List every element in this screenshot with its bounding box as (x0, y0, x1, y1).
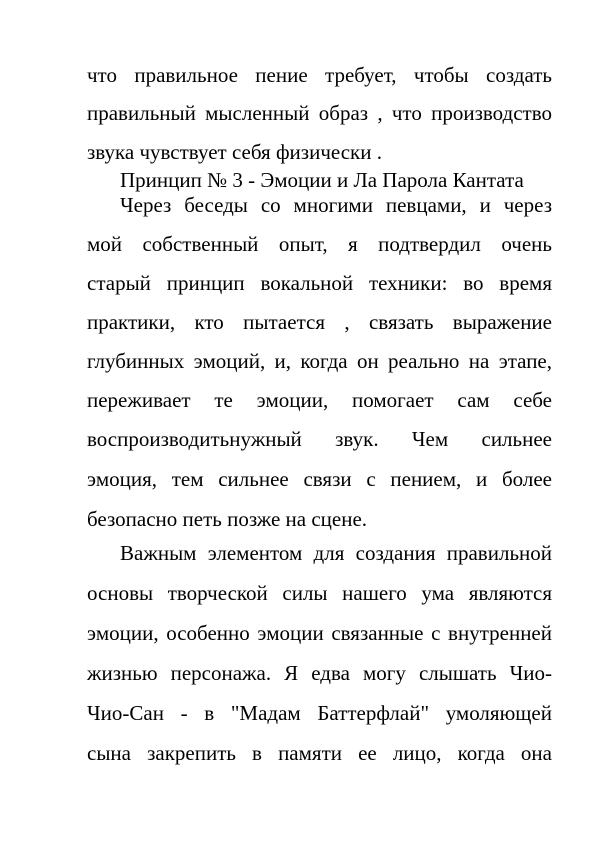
text-line: безопасно петь позже на сцене. (87, 507, 368, 531)
text-line: практики, кто пытается , связать выражение (87, 310, 552, 334)
text-line: правильный мысленный образ , что производство (87, 101, 552, 125)
text-line: Важным элементом для создания правильной (120, 541, 552, 565)
text-line: мой собственный опыт, я подтвердил очень (87, 232, 552, 256)
text-line: Через беседы со многими певцами, и через (120, 193, 552, 217)
text-line: эмоция, тем сильнее связи с пением, и более (87, 467, 552, 491)
text-line: переживает те эмоции, помогает сам себе (87, 388, 552, 412)
text-line: глубинных эмоций, и, когда он реально на этапе, (87, 349, 552, 373)
text-line: старый принцип вокальной техники: во время (87, 271, 552, 295)
text-line: Чио-Сан - в "Мадам Баттерфлай" умоляющей (87, 701, 552, 725)
text-line: основы творческой силы нашего ума являются (87, 581, 552, 605)
text-line: сына закрепить в памяти ее лицо, когда она (87, 741, 552, 765)
section-heading: Принцип № 3 - Эмоции и Ла Парола Кантата (120, 168, 524, 192)
text-line: воспроизводитьнужный звук. Чем сильнее (87, 427, 552, 451)
text-line: жизнью персонажа. Я едва могу слышать Чио- (87, 661, 552, 685)
text-line: звука чувствует себя физически . (87, 140, 382, 164)
text-line: эмоции, особенно эмоции связанные с внутренней (87, 621, 552, 645)
text-line: что правильное пение требует, чтобы создать (87, 63, 552, 87)
